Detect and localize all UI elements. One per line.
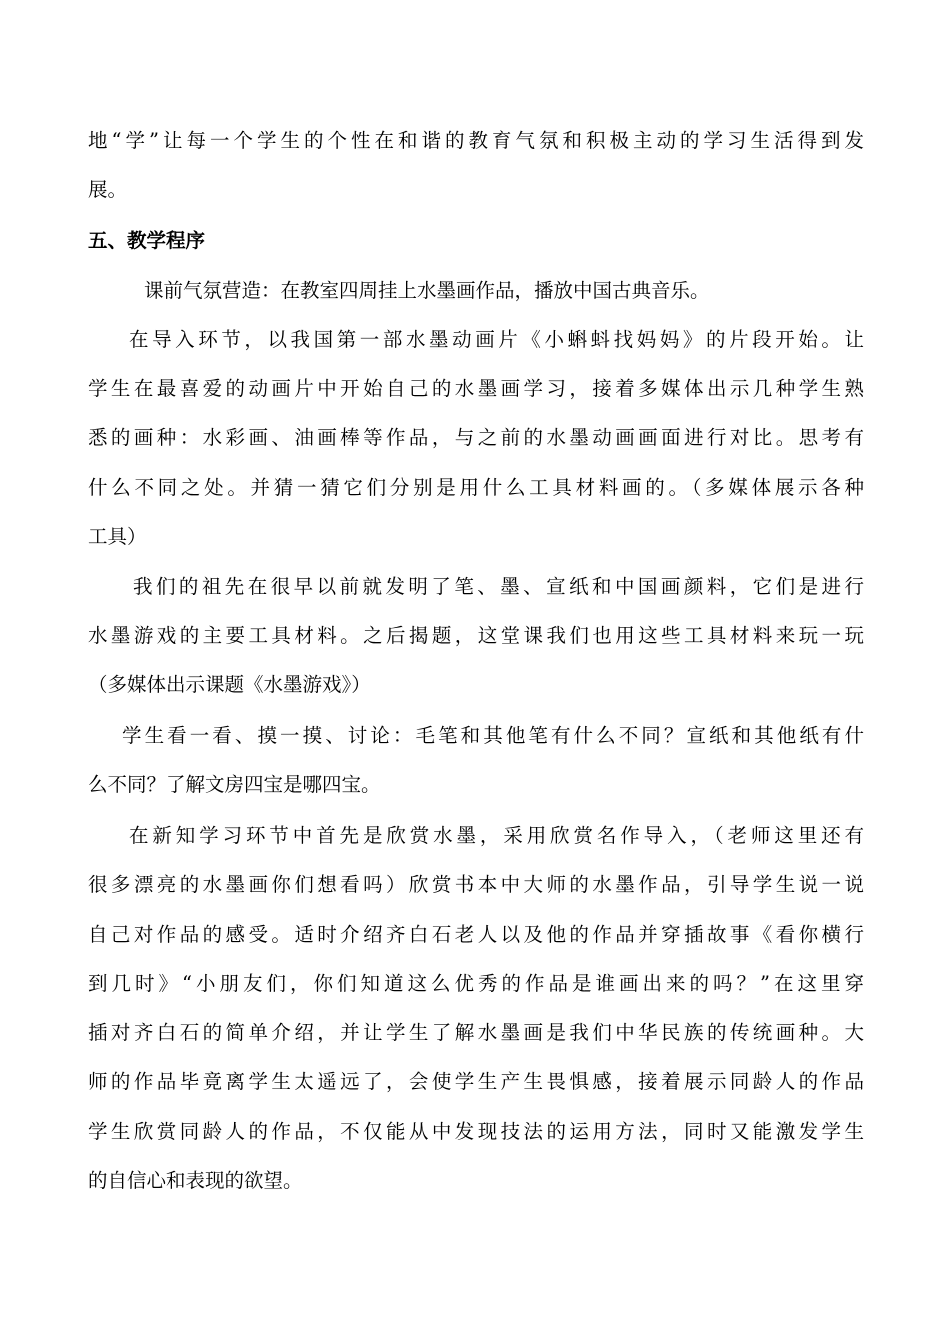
- text-line: 在新知学习环节中首先是欣赏水墨，采用欣赏名作导入，（老师这里还有: [129, 824, 864, 847]
- text-line: 学生在最喜爱的动画片中开始自己的水墨画学习，接着多媒体出示几种学生熟: [88, 377, 864, 400]
- text-line: 么不同？了解文房四宝是哪四宝。: [88, 773, 381, 796]
- text-line: 悉的画种：水彩画、油画棒等作品，与之前的水墨动画画面进行对比。思考有: [88, 426, 864, 449]
- text-line: 学生看一看、摸一摸、讨论：毛笔和其他笔有什么不同？宣纸和其他纸有什: [122, 724, 864, 747]
- section-heading: 五、教学程序: [88, 229, 206, 252]
- atmosphere-paragraph: 课前气氛营造：在教室四周挂上水墨画作品，播放中国古典音乐。: [144, 279, 710, 302]
- text-line: 水墨游戏的主要工具材料。之后揭题，这堂课我们也用这些工具材料来玩一玩: [88, 624, 864, 647]
- text-line: 什么不同之处。并猜一猜它们分别是用什么工具材料画的。（多媒体展示各种: [88, 476, 864, 499]
- text-line: 插对齐白石的简单介绍，并让学生了解水墨画是我们中华民族的传统画种。大: [88, 1021, 864, 1044]
- text-line: 在导入环节，以我国第一部水墨动画片《小蝌蚪找妈妈》的片段开始。让: [129, 328, 864, 351]
- text-line: 学生欣赏同龄人的作品，不仅能从中发现技法的运用方法，同时又能激发学生: [88, 1120, 864, 1143]
- text-line: 我们的祖先在很早以前就发明了笔、墨、宣纸和中国画颜料，它们是进行: [133, 575, 864, 598]
- text-line: 的自信心和表现的欲望。: [88, 1169, 303, 1192]
- text-line: 到几时》“小朋友们，你们知道这么优秀的作品是谁画出来的吗？”在这里穿: [88, 972, 864, 995]
- text-line: 师的作品毕竟离学生太遥远了，会使学生产生畏惧感，接着展示同龄人的作品: [88, 1070, 864, 1093]
- text-line: 工具）: [88, 525, 147, 548]
- text-line: 很多漂亮的水墨画你们想看吗）欣赏书本中大师的水墨作品，引导学生说一说: [88, 873, 864, 896]
- text-line: 自己对作品的感受。适时介绍齐白石老人以及他的作品并穿插故事《看你横行: [88, 923, 864, 946]
- text-line: 地“学”让每一个学生的个性在和谐的教育气氛和积极主动的学习生活得到发: [88, 129, 864, 152]
- text-line: 展。: [88, 178, 128, 201]
- text-line: （多媒体出示课题《水墨游戏》）: [88, 673, 371, 696]
